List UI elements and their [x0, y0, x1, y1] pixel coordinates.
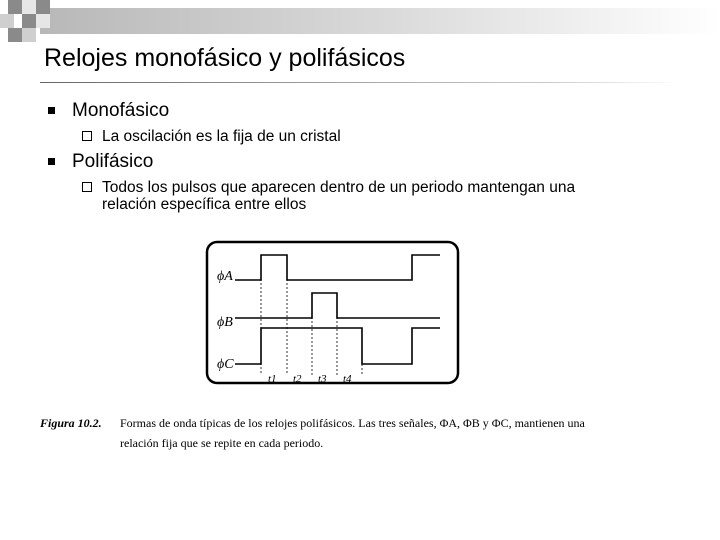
polyphase-clock-figure — [205, 240, 460, 385]
deco-square — [8, 28, 22, 42]
time-label-t2: t2 — [293, 373, 302, 385]
deco-square — [22, 28, 36, 42]
figure-caption — [40, 413, 660, 453]
deco-square — [22, 14, 36, 28]
time-label-t3: t3 — [318, 373, 327, 385]
caption-line1: Formas de onda típicas de los relojes polifásicos. Las tres señales, ΦA, ΦB y ΦC, mantienen una — [120, 416, 585, 430]
bullet-text: Polifásico — [72, 151, 154, 172]
sub-bullet-text-line1: Todos los pulsos que aparecen dentro de un periodo mantengan una — [102, 179, 576, 196]
header-gradient-bar — [40, 8, 720, 34]
square-bullet-icon — [48, 158, 55, 165]
deco-square — [0, 14, 14, 28]
caption-label: Figura 10.2. — [40, 416, 102, 430]
bullet-text: Monofásico — [72, 100, 170, 121]
deco-square — [36, 0, 50, 14]
bullet-item — [44, 151, 684, 173]
figure-frame — [207, 242, 458, 383]
time-label-t4: t4 — [343, 373, 352, 385]
slide-title: Relojes monofásico y polifásicos — [44, 44, 406, 72]
time-label-t1: t1 — [268, 373, 277, 385]
sub-bullet-text-line2: relación específica entre ellos — [102, 196, 307, 213]
sub-bullet-text: La oscilación es la fija de un cristal — [102, 128, 341, 145]
bullet-item — [44, 100, 684, 122]
header-decoration — [0, 0, 720, 40]
deco-square — [36, 14, 50, 28]
hollow-square-bullet-icon — [82, 131, 92, 141]
signal-label-b: ϕB — [217, 315, 233, 330]
sub-bullet-item — [44, 128, 684, 145]
hollow-square-bullet-icon — [82, 182, 92, 192]
deco-square — [8, 0, 22, 14]
sub-bullet-item — [44, 179, 684, 213]
bullet-list — [44, 100, 684, 217]
square-bullet-icon — [48, 107, 55, 114]
caption-line2: relación fija que se repite en cada periodo. — [120, 436, 324, 450]
title-divider — [40, 82, 680, 83]
signal-label-c: ϕC — [217, 357, 234, 372]
signal-label-a: ϕA — [217, 269, 233, 284]
deco-square — [22, 0, 36, 14]
